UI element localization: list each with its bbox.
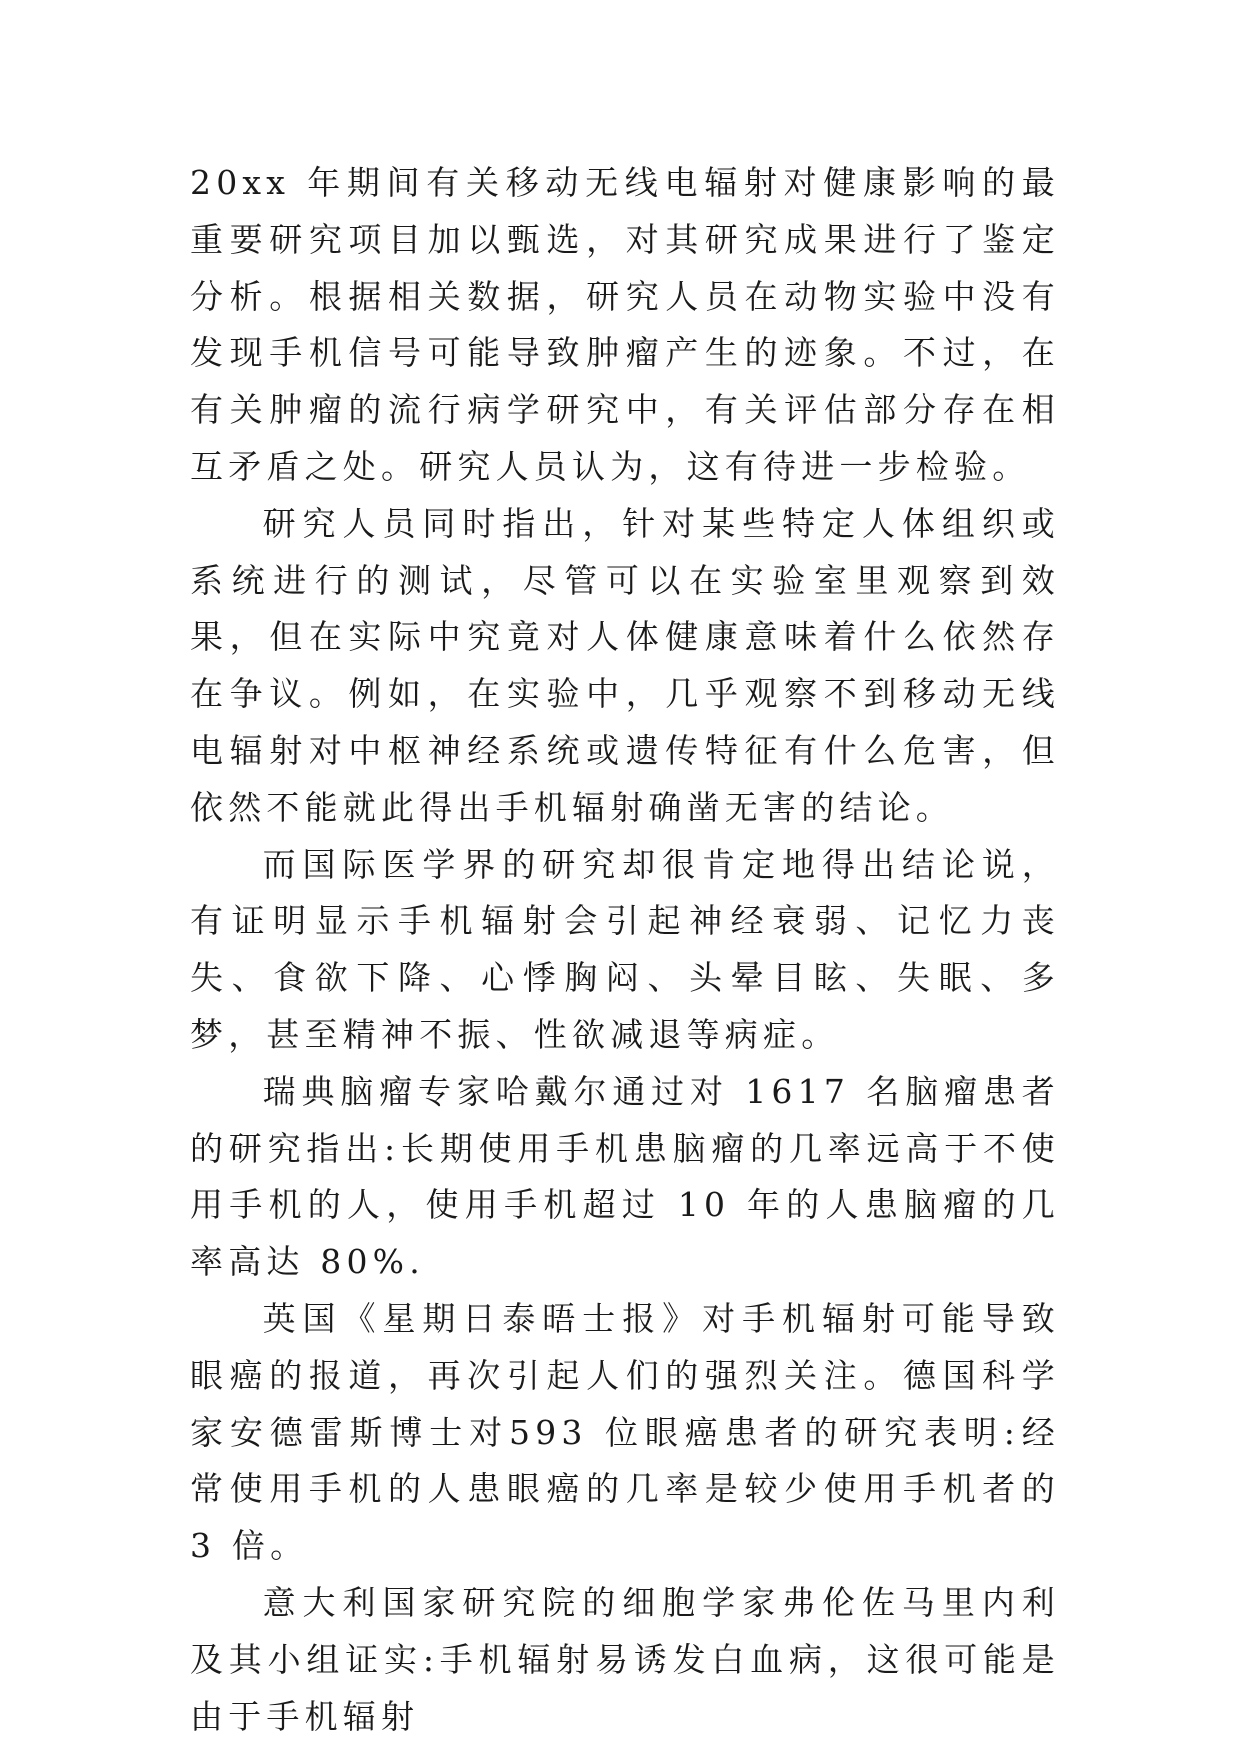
- paragraph: 研究人员同时指出，针对某些特定人体组织或系统进行的测试，尽管可以在实验室里观察到效果，但在实际中究竟对人体健康意味着什么依然存在争议。例如，在实验中，几乎观察不到移动无线电辐射对中枢神经系统或遗传特征有什么危害，但依然不能就此得出手机辐射确凿无害的结论。: [190, 503, 1060, 827]
- paragraph-continued: 20xx 年期间有关移动无线电辐射对健康影响的最重要研究项目加以甄选，对其研究成果进行了鉴定分析。根据相关数据，研究人员在动物实验中没有发现手机信号可能导致肿瘤产生的迹象。不过，在有关肿瘤的流行病学研究中，有关评估部分存在相互矛盾之处。研究人员认为，这有待进一步检验。: [190, 163, 1060, 486]
- paragraph: 意大利国家研究院的细胞学家弗伦佐马里内利及其小组证实:手机辐射易诱发白血病，这很可能是由于手机辐射: [190, 1582, 1060, 1736]
- document-body: [190, 155, 1060, 1745]
- paragraph: 而国际医学界的研究却很肯定地得出结论说，有证明显示手机辐射会引起神经衰弱、记忆力丧失、食欲下降、心悸胸闷、头晕目眩、失眠、多梦，甚至精神不振、性欲减退等病症。: [190, 844, 1060, 1054]
- paragraph: 瑞典脑瘤专家哈戴尔通过对 1617 名脑瘤患者的研究指出:长期使用手机患脑瘤的几率远高于不使用手机的人，使用手机超过 10 年的人患脑瘤的几率高达 80%.: [190, 1071, 1060, 1282]
- paragraph: 英国《星期日泰晤士报》对手机辐射可能导致眼癌的报道，再次引起人们的强烈关注。德国科学家安德雷斯博士对593 位眼癌患者的研究表明:经常使用手机的人患眼癌的几率是较少使用手机者的 3 倍。: [190, 1298, 1060, 1566]
